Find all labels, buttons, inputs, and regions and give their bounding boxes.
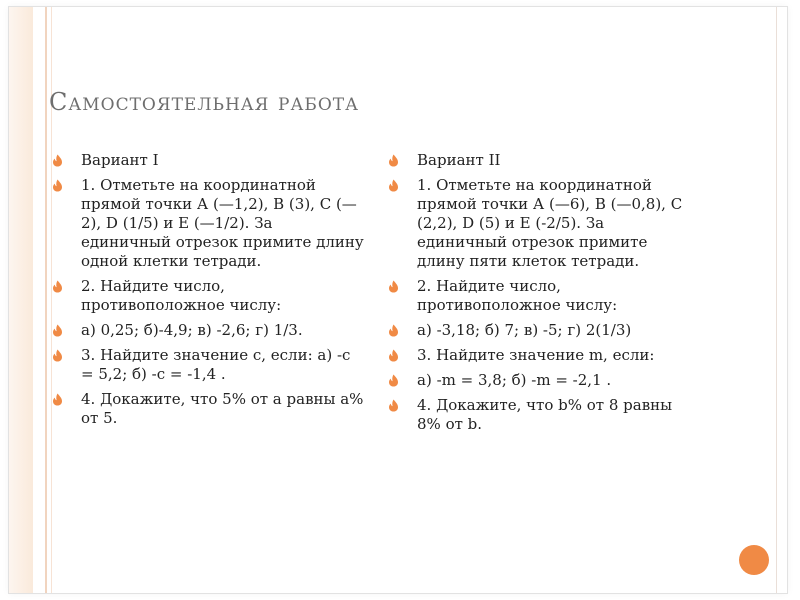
variant-one-column <box>51 151 366 434</box>
flame-bullet-icon <box>387 324 400 337</box>
list-item <box>51 321 366 340</box>
flame-bullet-icon <box>387 399 400 412</box>
task-text: а) -3,18; б) 7; в) -5; г) 2(1/3) <box>417 321 632 339</box>
flame-bullet-icon <box>51 280 64 293</box>
decorative-right-edge <box>776 7 777 593</box>
flame-bullet-icon <box>51 179 64 192</box>
decorative-band <box>9 7 33 593</box>
task-text: 4. Докажите, что 5% от а равны а% от 5. <box>81 390 364 427</box>
task-text: 2. Найдите число, противоположное числу: <box>417 277 618 314</box>
list-item <box>51 346 366 384</box>
list-item <box>387 346 687 365</box>
variant-heading: Вариант II <box>417 151 501 169</box>
list-item <box>51 390 366 428</box>
list-item <box>51 277 366 315</box>
flame-bullet-icon <box>387 374 400 387</box>
task-text: 3. Найдите значение m, если: <box>417 346 655 364</box>
task-text: 4. Докажите, что b% от 8 равны 8% от b. <box>417 396 673 433</box>
variant-heading: Вариант I <box>81 151 159 169</box>
task-text: а) 0,25; б)-4,9; в) -2,6; г) 1/3. <box>81 321 303 339</box>
flame-bullet-icon <box>51 393 64 406</box>
flame-bullet-icon <box>387 179 400 192</box>
list-item <box>387 321 687 340</box>
flame-bullet-icon <box>51 349 64 362</box>
flame-bullet-icon <box>51 324 64 337</box>
variant-heading-item <box>51 151 366 170</box>
slide <box>9 7 787 593</box>
list-item <box>51 176 366 271</box>
decorative-circle-icon <box>739 545 769 575</box>
flame-bullet-icon <box>387 154 400 167</box>
task-text: а) -m = 3,8; б) -m = -2,1 . <box>417 371 612 389</box>
list-item <box>387 277 687 315</box>
task-text: 2. Найдите число, противоположное числу: <box>81 277 282 314</box>
flame-bullet-icon <box>387 349 400 362</box>
slide-title: Самостоятельная работа <box>49 88 359 116</box>
flame-bullet-icon <box>387 280 400 293</box>
task-text: 1. Отметьте на координатной прямой точки А (—1,2), В (3), С (—2), D (1/5) и Е (—1/2). За единичный отрезок примите длину одной клетки тетради. <box>81 176 364 270</box>
task-text: 3. Найдите значение с, если: а) -с = 5,2; б) -с = -1,4 . <box>81 346 351 383</box>
variant-heading-item <box>387 151 687 170</box>
list-item <box>387 396 687 434</box>
decorative-line <box>45 7 47 593</box>
list-item <box>387 371 687 390</box>
list-item <box>387 176 687 271</box>
variant-two-column <box>387 151 687 440</box>
task-text: 1. Отметьте на координатной прямой точки А (—6), В (—0,8), С (2,2), D (5) и E (-2/5). За единичный отрезок примите длину пяти клеток тетради. <box>417 176 683 270</box>
flame-bullet-icon <box>51 154 64 167</box>
